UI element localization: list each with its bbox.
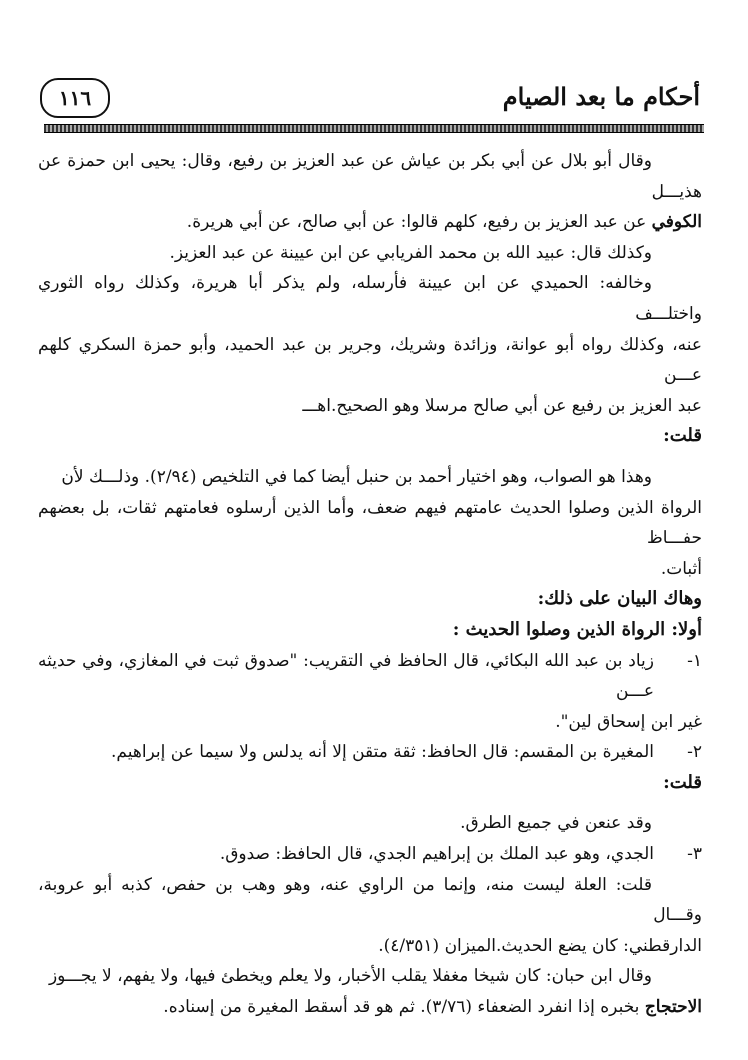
paragraph-line: الرواة الذين وصلوا الحديث عامتهم فيهم ضعف، وأما الذين أرسلوه فعامتهم ثقات، بل بعضهم حفـــاظ <box>38 497 702 549</box>
paragraph-line: وقد عنعن في جميع الطرق. <box>460 813 652 834</box>
list-item <box>38 646 702 707</box>
list-item <box>38 737 702 768</box>
paragraph-line: قلت: العلة ليست منه، وإنما من الراوي عنه، وهو وهب بن حفص، كذبه أبو عروبة، وقـــال <box>38 874 702 926</box>
list-item <box>38 839 702 870</box>
paragraph-line: أثبات. <box>660 558 702 579</box>
paragraph-line: الدارقطني: كان يضع الحديث.الميزان (٤/٣٥١). <box>378 935 702 956</box>
page-number: ١١٦ <box>58 86 92 110</box>
header-rule <box>44 124 704 133</box>
paragraph-line: عنه، وكذلك رواه أبو عوانة، وزائدة وشريك، وجرير بن عبد الحميد، وأبو حمزة السكري كلهم عـــن <box>38 334 702 386</box>
list-item-continuation: غير ابن إسحاق لين". <box>555 711 702 732</box>
paragraph-line: وكذلك قال: عبيد الله بن محمد الفريابي عن ابن عيينة عن عبد العزيز. <box>169 242 652 263</box>
paragraph-line: وهذا هو الصواب، وهو اختيار أحمد بن حنبل أيضا كما في التلخيص (٢/٩٤). وذلـــك لأن <box>61 466 652 487</box>
page-number-badge <box>40 78 110 118</box>
section-label-qult: قلت: <box>663 425 702 447</box>
section-heading: أولا: الرواة الذين وصلوا الحديث : <box>452 618 702 640</box>
paragraph-line <box>38 207 702 238</box>
spacer <box>38 798 702 808</box>
bold-word: الكوفي <box>651 212 702 233</box>
list-item-text: زياد بن عبد الله البكائي، قال الحافظ في التقريب: "صدوق ثبت في المغازي، وفي حديثه عـــن <box>38 650 654 702</box>
section-heading: وهاك البيان على ذلك: <box>537 588 702 610</box>
paragraph-text: عن عبد العزيز بن رفيع، كلهم قالوا: عن أبي صالح، عن أبي هريرة. <box>186 212 652 233</box>
page-body <box>38 146 702 1023</box>
section-label-qult: قلت: <box>663 771 702 793</box>
list-item-text: الجدي، وهو عبد الملك بن إبراهيم الجدي، قال الحافظ: صدوق. <box>219 844 654 865</box>
bold-word: الاحتجاج <box>644 997 702 1018</box>
paragraph-line: وقال ابن حبان: كان شيخا مغفلا يقلب الأخبار، ولا يعلم ويخطئ فيها، ولا يفهم، لا يجـــوز <box>48 966 652 987</box>
running-title: أحكام ما بعد الصيام <box>502 81 700 111</box>
page-header <box>40 78 700 118</box>
paragraph-line <box>38 992 702 1023</box>
spacer <box>38 452 702 462</box>
list-item-number: ٢- <box>687 742 702 763</box>
paragraph-line: وخالفه: الحميدي عن ابن عيينة فأرسله، ولم يذكر أبا هريرة، وكذلك رواه الثوري واختلـــف <box>38 273 702 324</box>
list-item-number: ١- <box>687 650 702 671</box>
list-item-text: المغيرة بن المقسم: قال الحافظ: ثقة متقن إلا أنه يدلس ولا سيما عن إبراهيم. <box>111 742 654 763</box>
paragraph-line: عبد العزيز بن رفيع عن أبي صالح مرسلا وهو الصحيح.اهـــ <box>302 395 702 416</box>
list-item-number: ٣- <box>687 844 702 865</box>
paragraph-text: بخبره إذا انفرد الضعفاء (٣/٧٦). ثم هو قد أسقط المغيرة من إسناده. <box>163 997 645 1018</box>
paragraph-line: وقال أبو بلال عن أبي بكر بن عياش عن عبد العزيز بن رفيع، وقال: يحيى ابن حمزة عن هذيـــل <box>38 151 702 202</box>
